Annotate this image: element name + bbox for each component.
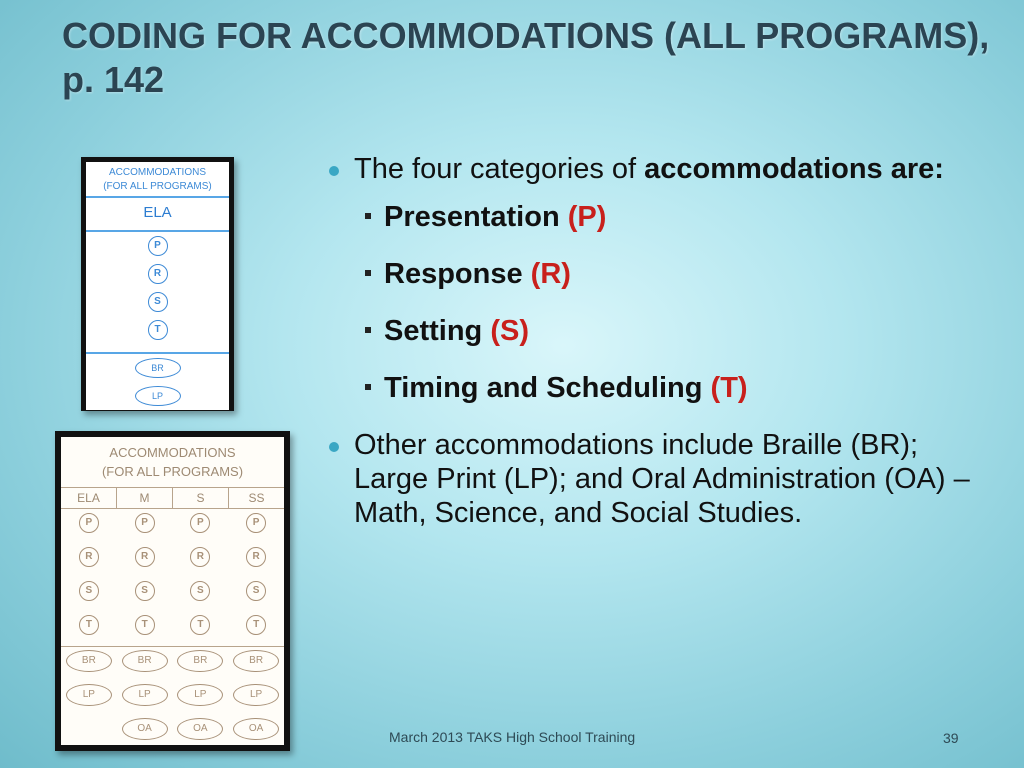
bubble-t: T [135,615,155,635]
bubble-oa: OA [177,718,223,740]
bubble-oa: OA [122,718,168,740]
category-presentation: Presentation (P) [363,200,987,234]
column-ela: ELA [61,488,117,508]
slide-title-line2: p. 142 [62,58,165,100]
form2-column-headers [61,487,284,509]
bubble-lp: LP [66,684,112,706]
form2-extra-bubbles [61,647,284,745]
slide-body [327,150,987,530]
bubble-br: BR [233,650,279,672]
bubble-br: BR [177,650,223,672]
bubble-lp: LP [135,386,181,406]
bullet-other-accommodations: Other accommodations include Braille (BR); Large Print (LP); and Oral Administration (OA) – Math, Science, and Social Studies. [327,428,987,530]
bubble-p: P [190,513,210,533]
bubble-s: S [246,581,266,601]
bubble-s: S [148,292,168,312]
bubble-br: BR [66,650,112,672]
category-setting: Setting (S) [363,314,987,348]
bubble-r: R [246,547,266,567]
bubble-lp: LP [122,684,168,706]
bubble-p: P [135,513,155,533]
bubble-lp: LP [177,684,223,706]
bubble-r: R [135,547,155,567]
slide-title [62,14,992,102]
form1-code-bubbles [86,232,229,354]
bubble-lp: LP [233,684,279,706]
bubble-s: S [190,581,210,601]
bubble-t: T [79,615,99,635]
bubble-br: BR [135,358,181,378]
form1-header: ACCOMMODATIONS (FOR ALL PROGRAMS) [86,162,229,198]
bubble-t: T [148,320,168,340]
column-ss: SS [248,491,265,505]
bubble-r: R [190,547,210,567]
bubble-br: BR [122,650,168,672]
column-m: M [117,488,173,508]
page-number: 39 [943,730,959,746]
bubble-s: S [135,581,155,601]
footer-text: March 2013 TAKS High School Training [389,729,636,745]
column-s: S [173,488,229,508]
category-timing: Timing and Scheduling (T) [363,371,987,405]
bubble-s: S [79,581,99,601]
form2-header: ACCOMMODATIONS (FOR ALL PROGRAMS) [101,445,244,479]
category-list [363,200,987,405]
form2-code-grid [61,509,284,647]
category-response: Response (R) [363,257,987,291]
all-subjects-accommodations-form-image [55,431,290,751]
slide-title-line1: CODING FOR ACCOMMODATIONS (ALL PROGRAMS), [62,15,990,56]
form1-subject: ELA [86,198,229,232]
bubble-r: R [148,264,168,284]
bubble-p: P [79,513,99,533]
bubble-oa: OA [233,718,279,740]
bullet-categories: The four categories of accommodations are: [327,152,987,186]
bubble-r: R [79,547,99,567]
bubble-t: T [246,615,266,635]
form1-extra-bubbles [86,354,229,406]
bubble-t: T [190,615,210,635]
ela-accommodations-form-image [81,157,234,411]
bubble-p: P [148,236,168,256]
bubble-p: P [246,513,266,533]
